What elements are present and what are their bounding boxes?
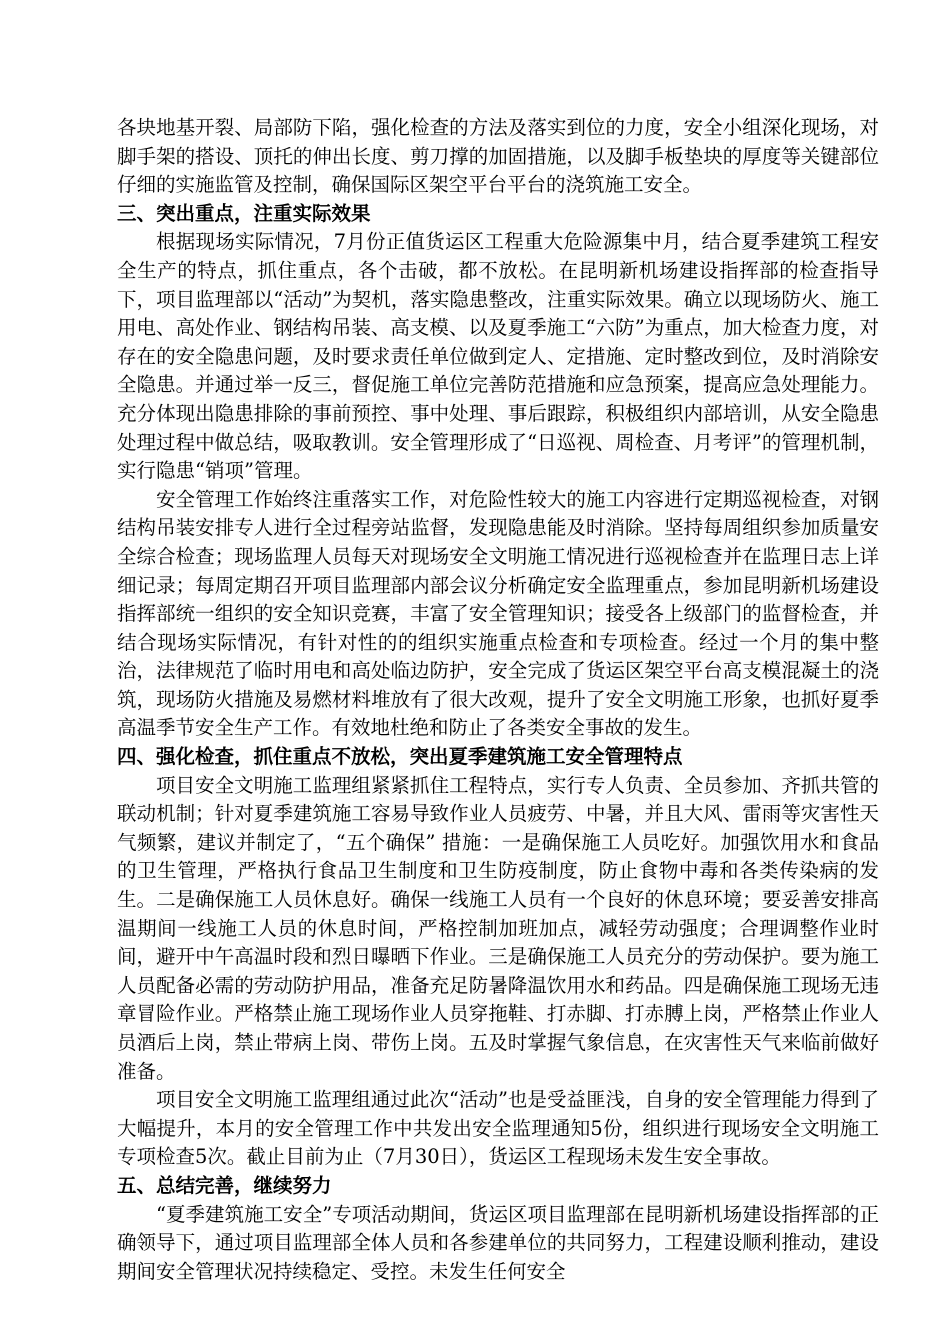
section-heading-5: 五、总结完善，继续努力: [117, 1173, 332, 1197]
body-paragraph: 根据现场实际情况，7月份正值货运区工程重大危险源集中月，结合夏季建筑工程安全生产的特点，抓住重点，各个击破，都不放松。在昆明新机场建设指挥部的检查指导下，项目监理部以“活动”为契机，落实隐患整改，注重实际效果。确立以现场防火、施工用电、高处作业、钢结构吊装、高支模、以及夏季施工“六防”为重点，加大检查力度，对存在的安全隐患问题，及时要求责任单位做到定人、定措施、定时整改到位，及时消除安全隐患。并通过举一反三，督促施工单位完善防范措施和应急预案，提高应急处理能力。充分体现出隐患排除的事前预控、事中处理、事后跟踪，积极组织内部培训，从安全隐患处理过程中做总结，吸取教训。安全管理形成了“日巡视、周检查、月考评”的管理机制，实行隐患“销项”管理。: [117, 230, 879, 483]
section-heading-4: 四、强化检查，抓住重点不放松，突出夏季建筑施工安全管理特点: [117, 745, 683, 769]
body-paragraph: 项目安全文明施工监理组紧紧抓住工程特点，实行专人负责、全员参加、齐抓共管的联动机制；针对夏季建筑施工容易导致作业人员疲劳、中暑，并且大风、雷雨等灾害性天气频繁，建议并制定了，“五个确保” 措施：一是确保施工人员吃好。加强饮用水和食品的卫生管理，严格执行食品卫生制度和卫生防疫制度，防止食物中毒和各类传染病的发生。二是确保施工人员休息好。确保一线施工人员有一个良好的休息环境；要妥善安排高温期间一线施工人员的休息时间，严格控制加班加点，减轻劳动强度；合理调整作业时间，避开中午高温时段和烈日曝晒下作业。三是确保施工人员充分的劳动保护。要为施工人员配备必需的劳动防护用品，准备充足防暑降温饮用水和药品。四是确保施工现场无违章冒险作业。严格禁止施工现场作业人员穿拖鞋、打赤脚、打赤膊上岗，严格禁止作业人员酒后上岗，禁止带病上岗、带伤上岗。五及时掌握气象信息，在灾害性天气来临前做好准备。: [117, 773, 879, 1083]
body-paragraph: 项目安全文明施工监理组通过此次“活动”也是受益匪浅，自身的安全管理能力得到了大幅提升，本月的安全管理工作中共发出安全监理通知5份，组织进行现场安全文明施工专项检查5次。截止目前为止（7月30日），货运区工程现场未发生安全事故。: [117, 1088, 879, 1169]
body-paragraph: 各块地基开裂、局部防下陷，强化检查的方法及落实到位的力度，安全小组深化现场，对脚手架的搭设、顶托的伸出长度、剪刀撑的加固措施，以及脚手板垫块的厚度等关键部位仔细的实施监管及控制，确保国际区架空平台平台的浇筑施工安全。: [117, 116, 879, 197]
body-paragraph: 安全管理工作始终注重落实工作，对危险性较大的施工内容进行定期巡视检查，对钢结构吊装安排专人进行全过程旁站监督，发现隐患能及时消除。坚持每周组织参加质量安全综合检查；现场监理人员每天对现场安全文明施工情况进行巡视检查并在监理日志上详细记录；每周定期召开项目监理部内部会议分析确定安全监理重点，参加昆明新机场建设指挥部统一组织的安全知识竞赛，丰富了安全管理知识；接受各上级部门的监督检查，并结合现场实际情况，有针对性的的组织实施重点检查和专项检查。经过一个月的集中整治，法律规范了临时用电和高处临边防护，安全完成了货运区架空平台高支模混凝土的浇筑，现场防火措施及易燃材料堆放有了很大改观，提升了安全文明施工形象，也抓好夏季高温季节安全生产工作。有效地杜绝和防止了各类安全事故的发生。: [117, 487, 879, 740]
section-heading-3: 三、突出重点，注重实际效果: [117, 201, 371, 225]
document-page: [117, 114, 879, 1286]
body-paragraph: “夏季建筑施工安全”专项活动期间，货运区项目监理部在昆明新机场建设指挥部的正确领导下，通过项目监理部全体人员和各参建单位的共同努力，工程建设顺利推动，建设期间安全管理状况持续稳定、受控。未发生任何安全: [117, 1202, 879, 1283]
